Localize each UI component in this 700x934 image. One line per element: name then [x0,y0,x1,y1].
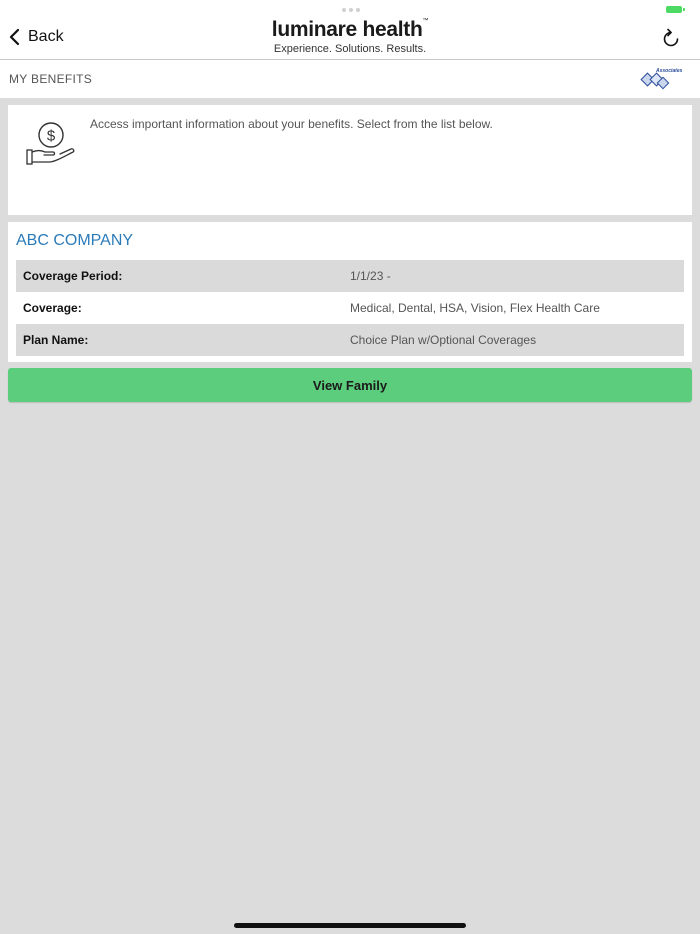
coverage-label: Coverage: [23,301,82,315]
company-name: ABC COMPANY [16,232,134,249]
brand-tagline: Experience. Solutions. Results. [273,43,427,55]
home-indicator[interactable] [234,923,466,928]
coverage-period-value: 1/1/23 - [350,269,391,283]
brand-logo [0,18,700,55]
back-label: Back [28,28,64,45]
multitasking-grabber[interactable] [342,8,360,12]
plan-name-value: Choice Plan w/Optional Coverages [350,333,537,347]
brand-name: luminare health [271,18,423,41]
coverage-value: Medical, Dental, HSA, Vision, Flex Health Care [350,301,600,315]
coverage-table [16,260,684,356]
svg-text:$: $ [46,127,56,145]
company-card [8,222,692,362]
navigation-bar [0,0,700,60]
table-row [16,324,684,356]
plan-name-label: Plan Name: [23,333,89,347]
page-title: MY BENEFITS [9,72,93,86]
table-row [16,260,684,292]
partner-logo [640,67,683,96]
view-family-button[interactable]: View Family [8,368,692,402]
battery-icon [666,6,682,13]
intro-text: Access important information about your benefits. Select from the list below. [90,117,493,131]
table-row [16,292,684,324]
refresh-icon [660,28,682,50]
hand-dollar-icon [25,121,77,169]
intro-card [8,105,692,215]
refresh-button[interactable] [660,28,682,55]
brand-trademark: ™ [422,18,429,24]
section-header [0,60,700,98]
partner-logo-text: Associates [656,68,683,74]
coverage-period-label: Coverage Period: [23,269,123,283]
